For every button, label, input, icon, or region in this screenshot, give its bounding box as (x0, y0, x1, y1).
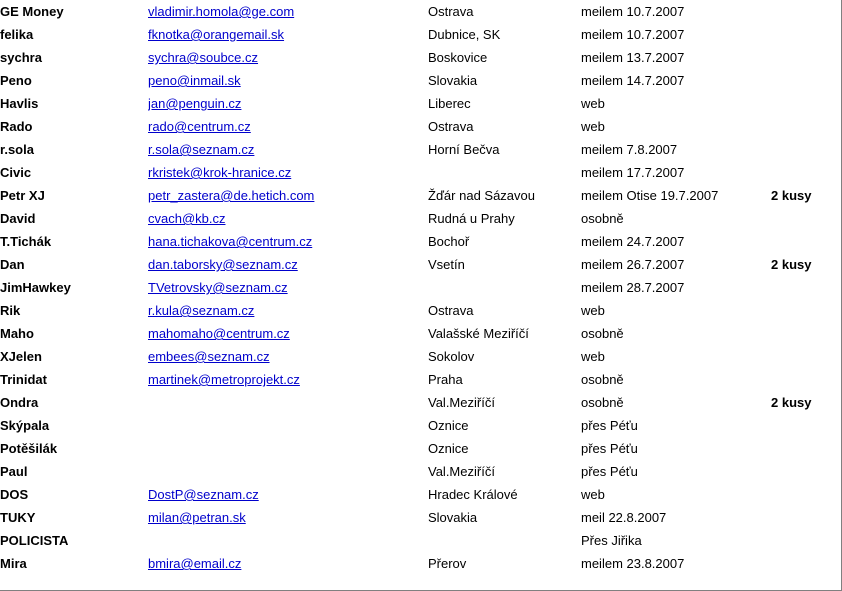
contact-city: Val.Meziříčí (428, 464, 495, 479)
contact-name: JimHawkey (0, 280, 71, 295)
contact-note: 2 kusy (771, 395, 812, 410)
contact-email-cell (148, 483, 428, 506)
contact-method: web (581, 487, 605, 502)
contact-method: přes Péťu (581, 464, 638, 479)
email-link[interactable]: bmira@email.cz (148, 556, 242, 571)
table-row (0, 161, 842, 184)
table-row (0, 138, 842, 161)
contact-name: Maho (0, 326, 34, 341)
contact-note (771, 161, 842, 184)
contact-method: Přes Jiřika (581, 533, 642, 548)
contact-method: web (581, 349, 605, 364)
email-link[interactable]: hana.tichakova@centrum.cz (148, 234, 313, 249)
contact-note (771, 207, 842, 230)
contact-method: přes Péťu (581, 441, 638, 456)
email-link[interactable]: jan@penguin.cz (148, 96, 242, 111)
contact-method: web (581, 119, 605, 134)
contact-method: meilem 7.8.2007 (581, 142, 678, 157)
contact-city: Bochoř (428, 234, 470, 249)
contact-email-cell (148, 115, 428, 138)
contact-name: r.sola (0, 142, 34, 157)
contact-method: osobně (581, 395, 624, 410)
email-link[interactable]: vladimir.homola@ge.com (148, 4, 295, 19)
contact-city: Slovakia (428, 73, 478, 88)
contact-note (771, 69, 842, 92)
email-link[interactable]: milan@petran.sk (148, 510, 246, 525)
email-link[interactable]: dan.taborsky@seznam.cz (148, 257, 298, 272)
contact-note (771, 230, 842, 253)
contact-email-cell (148, 345, 428, 368)
contact-method: meilem 17.7.2007 (581, 165, 685, 180)
contact-email-cell (148, 69, 428, 92)
table-row (0, 437, 842, 460)
contact-email-cell (148, 552, 428, 575)
contact-city: Rudná u Prahy (428, 211, 515, 226)
contact-method: meilem 10.7.2007 (581, 27, 685, 42)
contact-city: Dubnice, SK (428, 27, 501, 42)
contact-email-cell (148, 368, 428, 391)
contact-note (771, 322, 842, 345)
contact-email-cell (148, 207, 428, 230)
contact-email-cell (148, 437, 428, 460)
email-link[interactable]: embees@seznam.cz (148, 349, 270, 364)
table-row (0, 46, 842, 69)
table-row (0, 23, 842, 46)
contact-name: Petr XJ (0, 188, 45, 203)
contact-method: přes Péťu (581, 418, 638, 433)
contact-city: Val.Meziříčí (428, 395, 495, 410)
contact-method: web (581, 303, 605, 318)
contact-method: meilem 23.8.2007 (581, 556, 685, 571)
contact-email-cell (148, 161, 428, 184)
email-link[interactable]: TVetrovsky@seznam.cz (148, 280, 288, 295)
email-link[interactable]: rado@centrum.cz (148, 119, 251, 134)
contact-city: Sokolov (428, 349, 475, 364)
contact-city: Slovakia (428, 510, 478, 525)
email-link[interactable]: sychra@soubce.cz (148, 50, 259, 65)
table-row (0, 414, 842, 437)
contact-email-cell (148, 299, 428, 322)
contact-name: Rik (0, 303, 21, 318)
contact-name: T.Tichák (0, 234, 52, 249)
contact-note (771, 46, 842, 69)
contact-city: Oznice (428, 441, 469, 456)
contact-name: Havlis (0, 96, 39, 111)
contact-name: Dan (0, 257, 25, 272)
contact-name: TUKY (0, 510, 36, 525)
table-row (0, 391, 842, 414)
contact-method: meilem 26.7.2007 (581, 257, 685, 272)
contact-note (771, 299, 842, 322)
table-row (0, 299, 842, 322)
contact-name: Skýpala (0, 418, 50, 433)
table-row (0, 230, 842, 253)
contact-city: Horní Bečva (428, 142, 500, 157)
contact-name: Civic (0, 165, 32, 180)
contact-note (771, 368, 842, 391)
contact-note (771, 23, 842, 46)
contact-note: 2 kusy (771, 257, 812, 272)
contact-email-cell (148, 460, 428, 483)
contact-note (771, 506, 842, 529)
contact-email-cell (148, 92, 428, 115)
contact-email-cell (148, 276, 428, 299)
contact-name: Peno (0, 73, 32, 88)
contact-city (428, 161, 581, 184)
contact-name: Trinidat (0, 372, 47, 387)
table-row (0, 322, 842, 345)
table-row (0, 506, 842, 529)
contact-email-cell (148, 46, 428, 69)
contact-email-cell (148, 414, 428, 437)
contact-note (771, 552, 842, 575)
contact-email-cell (148, 253, 428, 276)
table-row (0, 207, 842, 230)
email-link[interactable]: peno@inmail.sk (148, 73, 241, 88)
contact-method: meilem 13.7.2007 (581, 50, 685, 65)
table-row (0, 552, 842, 575)
table-row (0, 460, 842, 483)
contact-method: osobně (581, 372, 624, 387)
contact-method: meilem 10.7.2007 (581, 4, 685, 19)
contact-note (771, 437, 842, 460)
contact-city: Ostrava (428, 4, 474, 19)
contact-method: web (581, 96, 605, 111)
email-link[interactable]: mahomaho@centrum.cz (148, 326, 290, 341)
contact-name: felika (0, 27, 34, 42)
contact-note: 2 kusy (771, 188, 812, 203)
contact-city: Liberec (428, 96, 471, 111)
contact-email-cell (148, 322, 428, 345)
contact-note (771, 276, 842, 299)
email-link[interactable]: petr_zastera@de.hetich.com (148, 188, 315, 203)
contact-email-cell (148, 529, 428, 552)
contact-method: meilem 14.7.2007 (581, 73, 685, 88)
contact-email-cell (148, 184, 428, 207)
table-row (0, 115, 842, 138)
email-link[interactable]: rkristek@krok-hranice.cz (148, 165, 292, 180)
contact-city: Ostrava (428, 303, 474, 318)
contact-city: Vsetín (428, 257, 465, 272)
contact-note (771, 115, 842, 138)
contact-city: Valašské Meziříčí (428, 326, 529, 341)
contact-email-cell (148, 230, 428, 253)
contact-note (771, 138, 842, 161)
email-link[interactable]: fknotka@orangemail.sk (148, 27, 285, 42)
contact-email-cell (148, 506, 428, 529)
contact-method: meil 22.8.2007 (581, 510, 667, 525)
email-link[interactable]: r.sola@seznam.cz (148, 142, 255, 157)
email-link[interactable]: martinek@metroprojekt.cz (148, 372, 300, 387)
contact-note (771, 92, 842, 115)
table-row (0, 69, 842, 92)
table-row (0, 0, 842, 23)
contact-city (428, 276, 581, 299)
contact-city: Boskovice (428, 50, 488, 65)
contact-email-cell (148, 0, 428, 23)
contact-city: Oznice (428, 418, 469, 433)
contact-name: DOS (0, 487, 29, 502)
contact-name: David (0, 211, 36, 226)
contact-method: meilem 24.7.2007 (581, 234, 685, 249)
contact-name: Ondra (0, 395, 39, 410)
table-row (0, 92, 842, 115)
contact-method: meilem Otise 19.7.2007 (581, 188, 719, 203)
contact-method: osobně (581, 326, 624, 341)
table-row (0, 184, 842, 207)
contact-note (771, 529, 842, 552)
contact-city: Přerov (428, 556, 467, 571)
contact-method: osobně (581, 211, 624, 226)
contact-name: Rado (0, 119, 33, 134)
table-row (0, 368, 842, 391)
contact-name: XJelen (0, 349, 42, 364)
contact-city: Praha (428, 372, 463, 387)
email-link[interactable]: DostP@seznam.cz (148, 487, 259, 502)
contact-note (771, 414, 842, 437)
contact-name: Potěšilák (0, 441, 58, 456)
table-row (0, 345, 842, 368)
contact-name: Paul (0, 464, 28, 479)
email-link[interactable]: r.kula@seznam.cz (148, 303, 255, 318)
table-row (0, 483, 842, 506)
table-row (0, 529, 842, 552)
contact-city (428, 529, 581, 552)
contact-method: meilem 28.7.2007 (581, 280, 685, 295)
contact-note (771, 0, 842, 23)
contact-city: Hradec Králové (428, 487, 518, 502)
table-row (0, 253, 842, 276)
contact-name: Mira (0, 556, 27, 571)
contact-name: sychra (0, 50, 42, 65)
email-link[interactable]: cvach@kb.cz (148, 211, 226, 226)
contact-note (771, 483, 842, 506)
contact-city: Žďár nad Sázavou (428, 188, 535, 203)
contact-email-cell (148, 138, 428, 161)
table-row (0, 276, 842, 299)
contact-name: POLICISTA (0, 533, 69, 548)
contact-name: GE Money (0, 4, 64, 19)
contact-city: Ostrava (428, 119, 474, 134)
contact-email-cell (148, 391, 428, 414)
contact-note (771, 460, 842, 483)
contact-email-cell (148, 23, 428, 46)
contact-note (771, 345, 842, 368)
